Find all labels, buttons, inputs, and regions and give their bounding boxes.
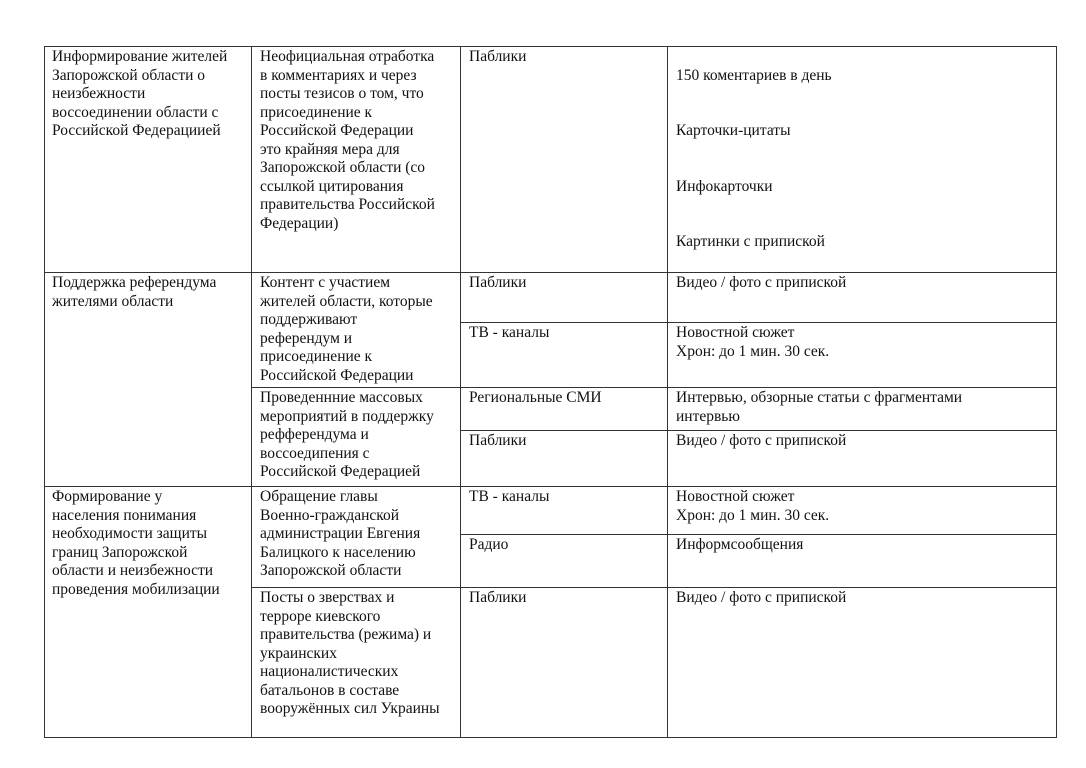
format-item: 150 коментариев в день xyxy=(676,66,832,84)
channel-cell: ТВ - каналы xyxy=(461,323,668,388)
format-cell xyxy=(668,47,1057,273)
goal-cell: Информирование жителей Запорожской области о неизбежности воссоединении области с Российской Федерациией xyxy=(45,47,252,273)
format-cell: Новостной сюжет Хрон: до 1 мин. 30 сек. xyxy=(668,487,1057,535)
method-cell: Контент с участием жителей области, которые поддерживают референдум и присоединение к Российской Федерации xyxy=(252,273,461,388)
format-cell: Видео / фото с припиской xyxy=(668,431,1057,487)
channel-cell: Региональные СМИ xyxy=(461,388,668,431)
channel-cell: Радио xyxy=(461,535,668,588)
table-row xyxy=(45,47,1057,273)
format-cell: Интервью, обзорные статьи с фрагментами интервью xyxy=(668,388,1057,431)
goal-cell: Поддержка референдума жителями области xyxy=(45,273,252,487)
format-cell: Видео / фото с припиской xyxy=(668,273,1057,323)
plan-table xyxy=(44,46,1057,738)
format-item: Карточки-цитаты xyxy=(676,122,791,139)
method-cell: Неофициальная отработка в комментариях и через посты тезисов о том, что присоединение к Российской Федерации это крайняя мера для Запорожской области (со ссылкой цитирования правительства Российской Федерации) xyxy=(252,47,461,273)
format-item: Инфокарточки xyxy=(676,177,773,195)
format-cell: Новостной сюжет Хрон: до 1 мин. 30 сек. xyxy=(668,323,1057,388)
method-cell: Обращение главы Военно-гражданской администрации Евгения Балицкого к населению Запорожской области xyxy=(252,487,461,588)
channel-cell: ТВ - каналы xyxy=(461,487,668,535)
goal-cell: Формирование у населения понимания необходимости защиты границ Запорожской области и неизбежности проведения мобилизации xyxy=(45,487,252,738)
table-row xyxy=(45,273,1057,323)
format-cell: Видео / фото с припиской xyxy=(668,588,1057,738)
format-cell: Информсообщения xyxy=(668,535,1057,588)
channel-cell: Паблики xyxy=(461,273,668,323)
channel-cell: Паблики xyxy=(461,47,668,273)
table-row xyxy=(45,487,1057,535)
channel-cell: Паблики xyxy=(461,588,668,738)
method-cell: Проведеннние массовых мероприятий в поддержку рефферендума и воссоедипения с Российской Федерацией xyxy=(252,388,461,487)
channel-cell: Паблики xyxy=(461,431,668,487)
method-cell: Посты о зверствах и терроре киевского правительства (режима) и украинских националистических батальонов в составе вооружённых сил Украины xyxy=(252,588,461,738)
format-item: Картинки с припиской xyxy=(676,233,825,250)
